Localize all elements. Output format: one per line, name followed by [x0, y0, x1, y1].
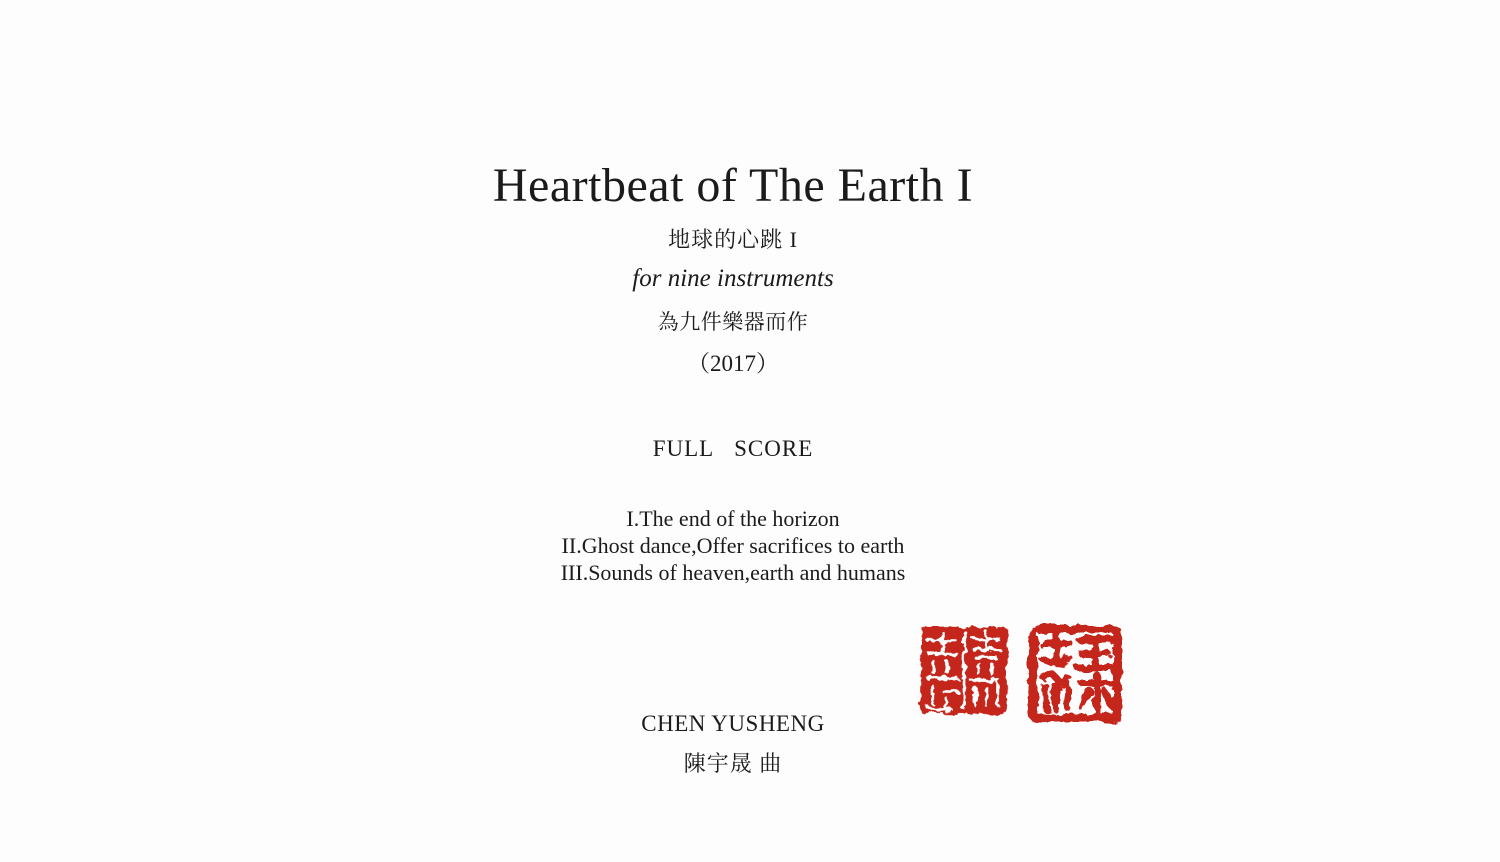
subtitle-english: for nine instruments [632, 265, 834, 292]
movement-item: II.Ghost dance,Offer sacrifices to earth [561, 533, 905, 558]
composition-year: （2017） [687, 351, 779, 376]
instrumentation-chinese: 為九件樂器而作 [657, 310, 809, 334]
composer-name-chinese: 陳宇晟 曲 [683, 751, 783, 776]
chinese-seal-right-icon [1024, 620, 1126, 731]
composer-name-english: CHEN YUSHENG [641, 711, 825, 736]
chinese-seal-left-icon [912, 618, 1016, 727]
score-type-label: FULL SCORE [652, 436, 814, 461]
movement-item: I.The end of the horizon [626, 506, 840, 531]
subtitle-chinese: 地球的心跳 I [668, 227, 798, 252]
page-title: Heartbeat of The Earth I [492, 159, 974, 212]
movement-item: III.Sounds of heaven,earth and humans [560, 560, 906, 585]
movement-list [561, 505, 906, 586]
